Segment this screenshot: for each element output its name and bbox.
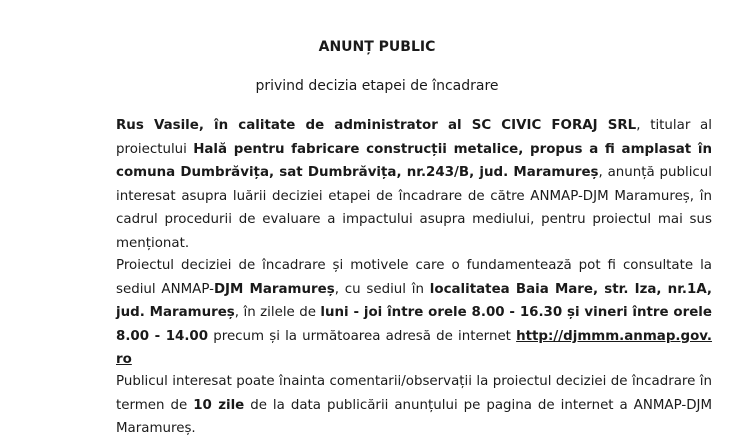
paragraph2-text-3: , în zilele de [234,305,321,321]
announcement-subtitle: privind decizia etapei de încadrare [255,78,499,94]
comment-term: 10 zile [193,397,245,413]
paragraph-consultation [116,254,712,372]
paragraph-comments [116,370,712,441]
paragraph1-text-1: , titular al proiectului [116,118,712,157]
office-schedule: luni - joi între orele 8.00 - 16.30 și vineri între orele 8.00 - 14.00 [116,305,712,344]
website-link[interactable]: http://djmmm.anmap.gov. ro [116,328,713,368]
paragraph3-text-1: Publicul interesat poate înainta comentarii/observații la proiectul deciziei de încadrare în termen de [116,374,712,413]
paragraph3-text-2: de la data publicării anunțului pe pagina de internet a ANMAP-DJM Maramureș. [116,397,713,437]
paragraph1-text-2: , anunță publicul interesat asupra luării deciziei etapei de încadrare de către ANMAP-DJM Maramureș, în cadrul procedurii de evaluare a impactului asupra mediului, pentru proiectul mai sus menționat. [116,165,712,251]
agency-address: localitatea Baia Mare, str. Iza, nr.1A, jud. Maramureș [116,281,713,321]
project-name: Hală pentru fabricare construcții metalice, propus a fi amplasat în comuna Dumbrăvița, sat Dumbrăvița, nr.243/B, jud. Maramureș [116,141,712,181]
announcement-title: ANUNȚ PUBLIC [318,39,436,55]
applicant-name: Rus Vasile, în calitate de administrator al SC CIVIC FORAJ SRL [116,118,637,133]
paragraph2-text-2: , cu sediul în [334,281,430,297]
paragraph2-text-4: precum și la următoarea adresă de internet [208,328,517,344]
paragraph-applicant [116,114,712,256]
paragraph2-text-1: Proiectul deciziei de încadrare și motivele care o fundamentează pot fi consultate la sediul ANMAP- [116,258,712,297]
agency-name: DJM Maramureș [213,281,335,297]
